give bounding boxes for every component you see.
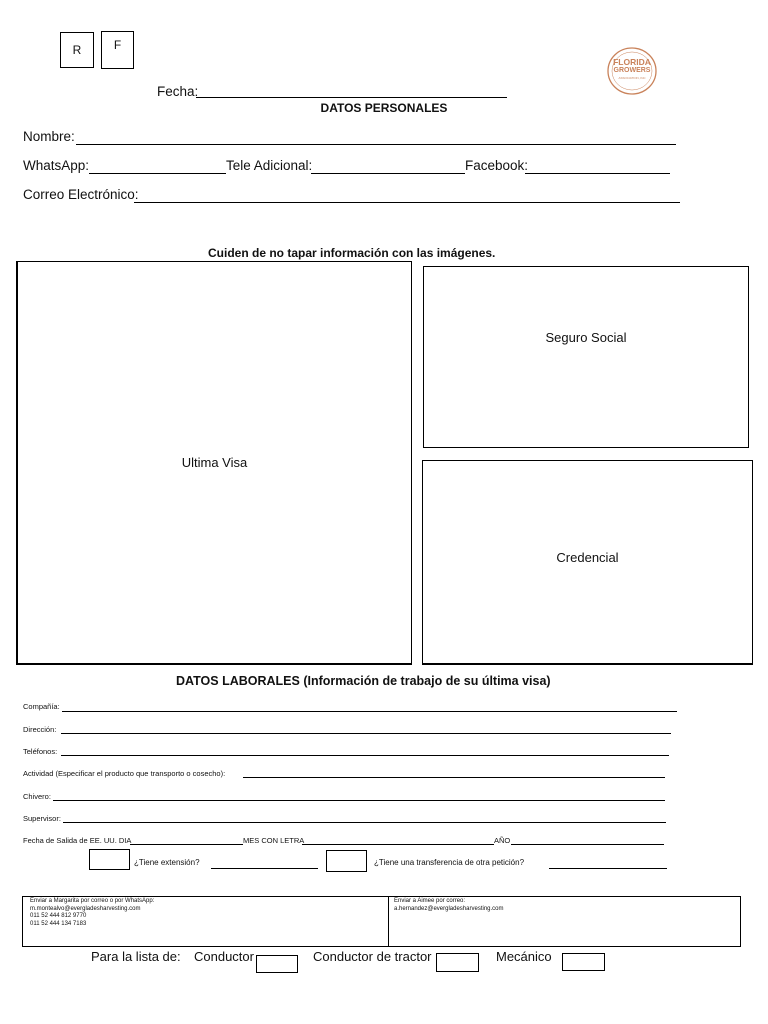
chivero-field[interactable] <box>53 800 665 801</box>
extension-label: ¿Tiene extensión? <box>134 858 200 867</box>
contact-divider <box>388 897 389 946</box>
images-warning: Cuiden de no tapar información con las imágenes. <box>208 246 496 260</box>
whatsapp-field[interactable] <box>89 173 226 174</box>
actividad-field[interactable] <box>243 777 665 778</box>
mark-r-box <box>60 32 94 68</box>
mark-r: R <box>72 43 82 57</box>
contact-left-email[interactable]: m.montealvo@evergladesharvesting.com <box>30 905 141 912</box>
credencial-box[interactable] <box>422 460 753 665</box>
actividad-label: Actividad (Especificar el producto que transporto o cosecho): <box>23 769 226 778</box>
correo-field[interactable] <box>134 202 680 203</box>
seguro-social-label: Seguro Social <box>545 329 627 345</box>
mes-label: MES CON LETRA <box>243 836 305 845</box>
facebook-label: Facebook: <box>465 158 529 173</box>
direccion-label: Dirección: <box>23 725 57 734</box>
direccion-field[interactable] <box>61 733 671 734</box>
contact-left-phone1: 011 52 444 812 9770 <box>30 913 87 919</box>
florida-growers-logo <box>606 46 658 96</box>
dia-field[interactable] <box>130 844 243 845</box>
contact-left <box>30 898 154 928</box>
contact-box <box>22 896 741 947</box>
conductor-checkbox[interactable] <box>256 955 298 973</box>
contact-right <box>394 898 504 913</box>
tractor-checkbox[interactable] <box>436 953 479 972</box>
ano-field[interactable] <box>511 844 664 845</box>
lista-label: Para la lista de: <box>91 949 181 964</box>
conductor-label: Conductor <box>194 949 254 964</box>
seguro-social-box[interactable] <box>423 266 749 448</box>
contact-left-line1: Enviar a Margarita por correo o por WhatsApp: <box>30 898 155 904</box>
extension-checkbox[interactable] <box>89 849 130 870</box>
mark-f: F <box>113 38 122 52</box>
logo-line3: ASSOCIATION, INC <box>618 76 646 80</box>
ano-label: AÑO <box>494 836 511 845</box>
tractor-label: Conductor de tractor <box>313 949 432 964</box>
tele-adicional-label: Tele Adicional: <box>226 158 313 173</box>
logo-line2: GROWERS <box>613 67 651 74</box>
correo-label: Correo Electrónico: <box>23 187 139 202</box>
mes-field[interactable] <box>302 844 494 845</box>
contact-right-line1: Enviar a Aimee por correo: <box>394 898 466 904</box>
nombre-field[interactable] <box>76 144 676 145</box>
datos-laborales-title: DATOS LABORALES (Información de trabajo de su última visa) <box>176 674 551 688</box>
transferencia-label: ¿Tiene una transferencia de otra petición? <box>374 858 525 867</box>
compania-label: Compañía: <box>23 702 60 711</box>
mark-f-box <box>101 31 134 69</box>
telefonos-label: Teléfonos: <box>23 747 58 756</box>
fecha-salida-label: Fecha de Salida de EE. UU. DIA <box>23 836 132 845</box>
contact-right-email[interactable]: a.hernandez@evergladesharvesting.com <box>394 905 504 912</box>
fecha-field[interactable] <box>196 97 507 98</box>
mecanico-label: Mecánico <box>496 949 552 964</box>
ultima-visa-label: Ultima Visa <box>181 455 248 470</box>
telefonos-field[interactable] <box>61 755 669 756</box>
logo-line1: FLORIDA <box>613 57 651 67</box>
datos-personales-title: DATOS PERSONALES <box>320 101 448 115</box>
tele-adicional-field[interactable] <box>311 173 465 174</box>
chivero-label: Chivero: <box>23 792 51 801</box>
credencial-label: Credencial <box>556 549 619 565</box>
extension-field[interactable] <box>211 868 318 869</box>
fecha-label: Fecha: <box>157 84 199 99</box>
facebook-field[interactable] <box>525 173 670 174</box>
compania-field[interactable] <box>62 711 677 712</box>
mecanico-checkbox[interactable] <box>562 953 605 971</box>
transferencia-checkbox[interactable] <box>326 850 367 872</box>
nombre-label: Nombre: <box>23 129 75 144</box>
supervisor-field[interactable] <box>63 822 666 823</box>
transferencia-field[interactable] <box>549 868 667 869</box>
ultima-visa-box[interactable] <box>16 261 412 665</box>
whatsapp-label: WhatsApp: <box>23 158 90 173</box>
supervisor-label: Supervisor: <box>23 814 61 823</box>
contact-left-phone2: 011 52 444 134 7183 <box>30 920 87 927</box>
